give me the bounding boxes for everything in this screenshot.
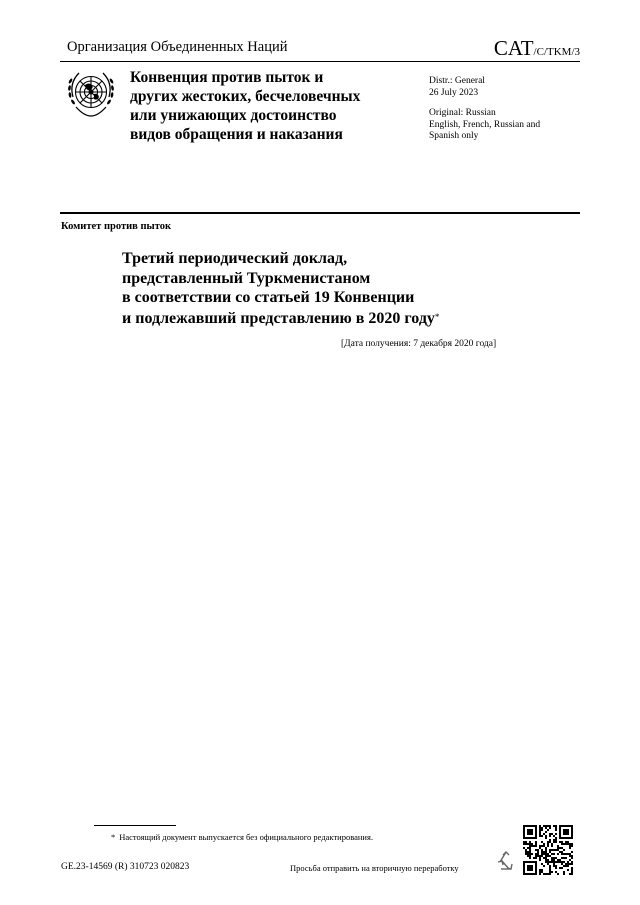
document-symbol-main: CAT	[493, 36, 534, 60]
convention-title-line: Конвенция против пыток и	[130, 69, 324, 86]
convention-title-line: или унижающих достоинство	[130, 107, 337, 124]
distr-status: Distr.: General	[429, 76, 485, 86]
distribution-block	[429, 76, 589, 143]
job-number: GE.23-14569 (R) 310723 020823	[61, 862, 190, 872]
languages-line: English, French, Russian and	[429, 119, 541, 130]
footnote-mark: *	[111, 832, 116, 842]
convention-title	[130, 68, 415, 144]
organization-name: Организация Объединенных Наций	[67, 39, 288, 55]
report-title-line	[122, 308, 542, 329]
committee-name: Комитет против пыток	[61, 221, 172, 232]
footnote-reference[interactable]: *	[434, 311, 440, 322]
convention-title-line: видов обращения и наказания	[130, 126, 343, 143]
footnote-rule	[94, 825, 176, 826]
recycle-icon	[495, 850, 517, 872]
report-title	[122, 249, 542, 328]
header-rule	[60, 61, 580, 62]
date-received: [Дата получения: 7 декабря 2020 года]	[341, 339, 497, 349]
qr-code	[523, 825, 573, 875]
recycle-note: Просьба отправить на вторичную переработку	[290, 863, 459, 873]
document-symbol-sub: /C/TKM/3	[533, 46, 580, 58]
convention-title-line: других жестоких, бесчеловечных	[130, 88, 361, 105]
distr-date: 26 July 2023	[429, 87, 479, 98]
footnote	[111, 832, 373, 842]
report-title-text: и подлежавший представлению в 2020 году	[122, 309, 435, 327]
footnote-text: Настоящий документ выпускается без официального редактирования.	[119, 832, 374, 842]
languages-line: Spanish only	[429, 131, 479, 141]
section-rule	[60, 212, 580, 214]
document-symbol	[494, 36, 580, 61]
report-title-line: в соответствии со статьей 19 Конвенции	[122, 289, 415, 306]
report-title-line: Третий периодический доклад,	[122, 250, 348, 267]
report-title-line: представленный Туркменистаном	[122, 269, 371, 287]
original-language: Original: Russian	[429, 108, 496, 118]
un-emblem-icon	[64, 67, 118, 121]
